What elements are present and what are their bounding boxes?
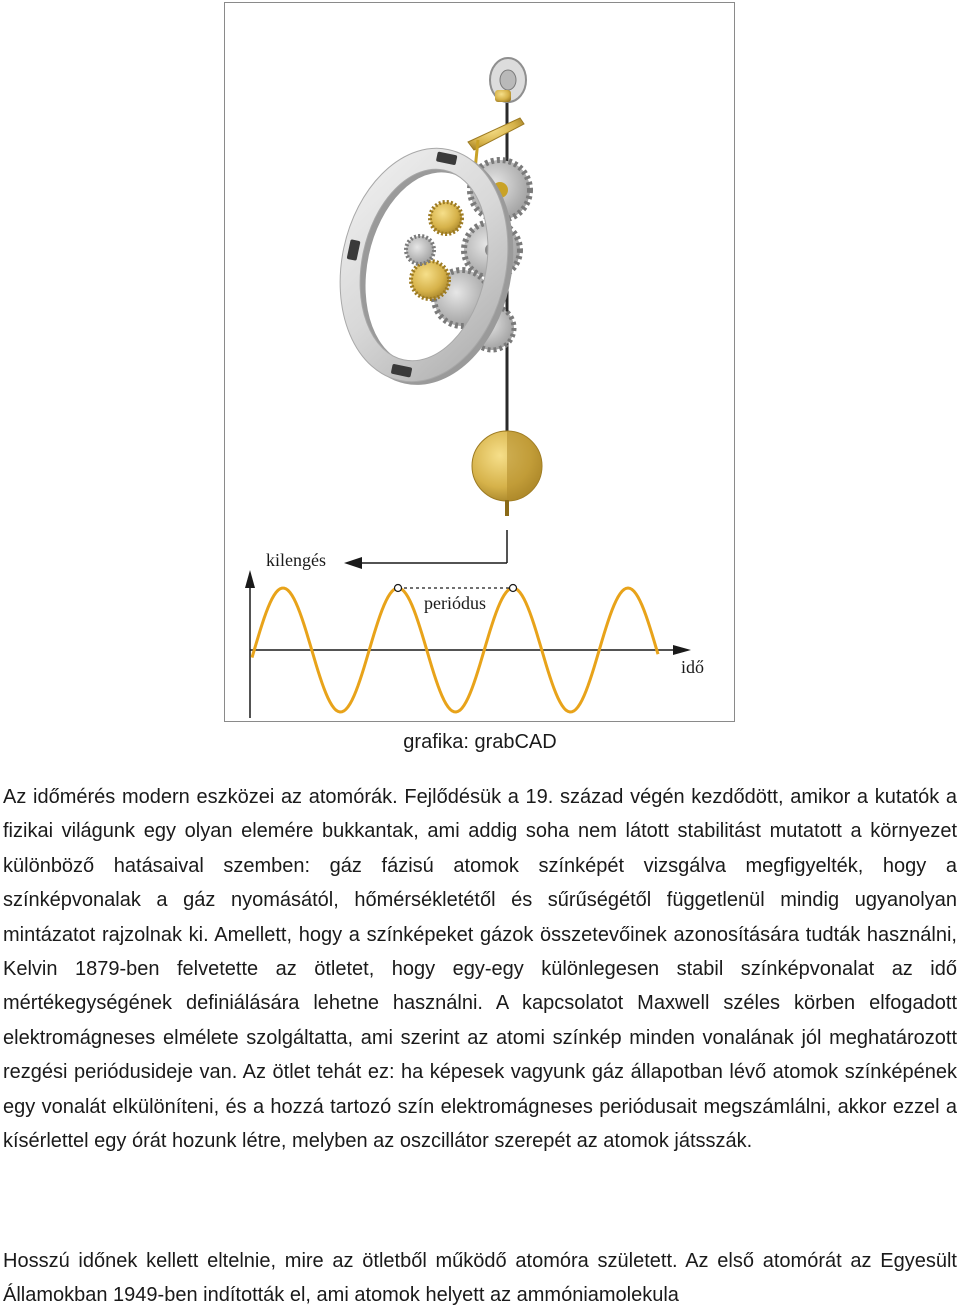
gear-7 [406,236,434,264]
x-axis-arrowhead [673,645,691,655]
swing-arrow-head [344,557,362,569]
figure-frame [224,2,735,722]
period-start-point [395,585,402,592]
y-axis-arrowhead [245,570,255,588]
top-wheel-hub [500,70,516,90]
label-period: periódus [424,593,486,613]
period-marker [395,585,517,592]
paragraph-1: Az időmérés modern eszközei az atomórák. Fejlődésük a 19. század végén kezdődött, amikor a kutatók a fizikai világunk egy olyan elemére bukkantak, ami addig soha nem látott stabilitást mutatott a környezet különböző hatásaival szemben: gáz fázisú atomok színképét vizsgálva megfigyelték, hogy a színképvonalak a gáz nyomásától, hőmérsékletétől és sűrűségétől függetlenül mindig ugyanolyan mintázatot rajzolnak ki. Amellett, hogy a színképeket gázok összetevőinek azonosítására tudták használni, Kelvin 1879-ben felvetette az ötletet, hogy egy-egy különlegesen stabil színképvonalat az idő mértékegységének definiálására lehetne használni. A kapcsolatot Maxwell széles körben elfogadott elektromágneses elmélete szolgáltatta, ami szerint az atomi színkép minden vonalának jól meghatározott rezgési periódusideje van. Az ötlet tehát ez: ha képesek vagyunk gáz állapotban lévő atomok színképének egy vonalát elkülöníteni, és a hozzá tartozó szín elektromágneses periódusait megszámlálni, akkor ezzel a kísérlettel egy órát hozunk létre, melyben az oszcillátor szerepét az atomok játsszák. [3,786,957,1153]
gear-5 [411,261,449,299]
label-time: idő [681,657,705,677]
pendulum-bob-shade [507,431,542,501]
label-swing: kilengés [266,550,326,570]
top-collar [495,90,511,102]
figure-caption: grafika: grabCAD [403,731,557,753]
figure-illustration [225,3,734,721]
clock-illustration [319,58,542,516]
swing-arrow [344,530,507,569]
paragraph-2: Hosszú időnek kellett eltelnie, mire az ötletből működő atomóra született. Az első atomórát az Egyesült Államokban 1949-ben indították el, ami atomok helyett az ammóniamolekula [3,1250,957,1307]
gear-6 [430,202,462,234]
pendulum-tip [505,500,509,516]
period-end-point [510,585,517,592]
